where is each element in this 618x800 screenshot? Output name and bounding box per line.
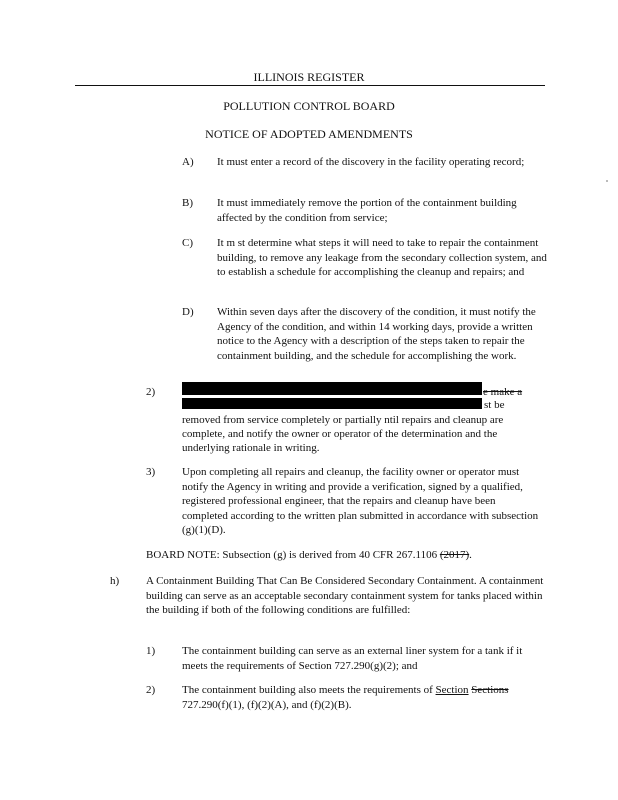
item-d-text: Within seven days after the discovery of the condition, it must notify the Agency of the condition, and within 14 working days, provide a written notice to the Agency with a description of the steps taken to repair the containment building, and the schedule for accomplishing the work.	[217, 306, 536, 362]
redaction-bar	[182, 382, 482, 395]
board-note-struck-year: (2017)	[439, 549, 470, 561]
item-h1-text: The containment building can serve as an external liner system for a tank if it meets the requirements of Section 727.290(g)(2); and	[182, 645, 523, 672]
item-3-text: Upon completing all repairs and cleanup, the facility owner or operator must notify the Agency in writing and provide a verification, signed by a qualified, registered professional engineer, that the repairs and cleanup have been completed according to the written plan submitted in accordance with subsection (g)(1)(D).	[182, 466, 539, 536]
item-d-label: D)	[182, 306, 194, 318]
item-c-text: It m st determine what steps it will need to take to repair the containment building, to remove any leakage from the secondary collection system, and to establish a schedule for accomplishing the cleanup and repairs; and	[217, 237, 547, 278]
board-note	[146, 548, 472, 563]
item-2-label: 2)	[146, 386, 156, 398]
page-header-title: ILLINOIS REGISTER	[253, 70, 365, 84]
redaction-bar	[182, 398, 482, 409]
item-h2-struck: Sections	[471, 684, 509, 696]
item-b-text: It must immediately remove the portion of the containment building affected by the condition from service;	[217, 197, 517, 224]
board-name: POLLUTION CONTROL BOARD	[223, 99, 395, 113]
item-h2-pre: The containment building also meets the requirements of	[182, 684, 436, 696]
board-note-period: .	[469, 549, 472, 561]
board-note-text: BOARD NOTE: Subsection (g) is derived from 40 CFR 267.1106	[146, 549, 440, 561]
item-h2-label: 2)	[146, 684, 156, 696]
item-c-label: C)	[182, 237, 193, 249]
item-h2-underlined: Section	[435, 684, 469, 696]
header-rule	[75, 85, 545, 86]
item-h2-post: 727.290(f)(1), (f)(2)(A), and (f)(2)(B).	[182, 698, 352, 711]
item-a-label: A)	[182, 156, 194, 168]
item-3-label: 3)	[146, 466, 156, 478]
item-a-text: It must enter a record of the discovery in the facility operating record;	[217, 156, 525, 168]
fragment-must-be: st be	[484, 399, 505, 411]
item-2-line4: complete, and notify the owner or operator of the determination and the	[182, 428, 498, 440]
struck-fragment: e make a	[483, 386, 523, 398]
section-h-text: A Containment Building That Can Be Considered Secondary Containment. A containment building can serve as an acceptable secondary containment system for tanks placed within the building if both of the following conditions are fulfilled:	[146, 575, 544, 616]
item-h2-text	[182, 683, 544, 712]
scan-speck	[606, 180, 608, 182]
notice-title: NOTICE OF ADOPTED AMENDMENTS	[205, 127, 413, 141]
item-h1-label: 1)	[146, 645, 156, 657]
section-h-label: h)	[110, 575, 120, 587]
item-2-line3: removed from service completely or partially ntil repairs and cleanup are	[182, 414, 504, 426]
item-2-line5: underlying rationale in writing.	[182, 442, 320, 454]
item-b-label: B)	[182, 197, 193, 209]
